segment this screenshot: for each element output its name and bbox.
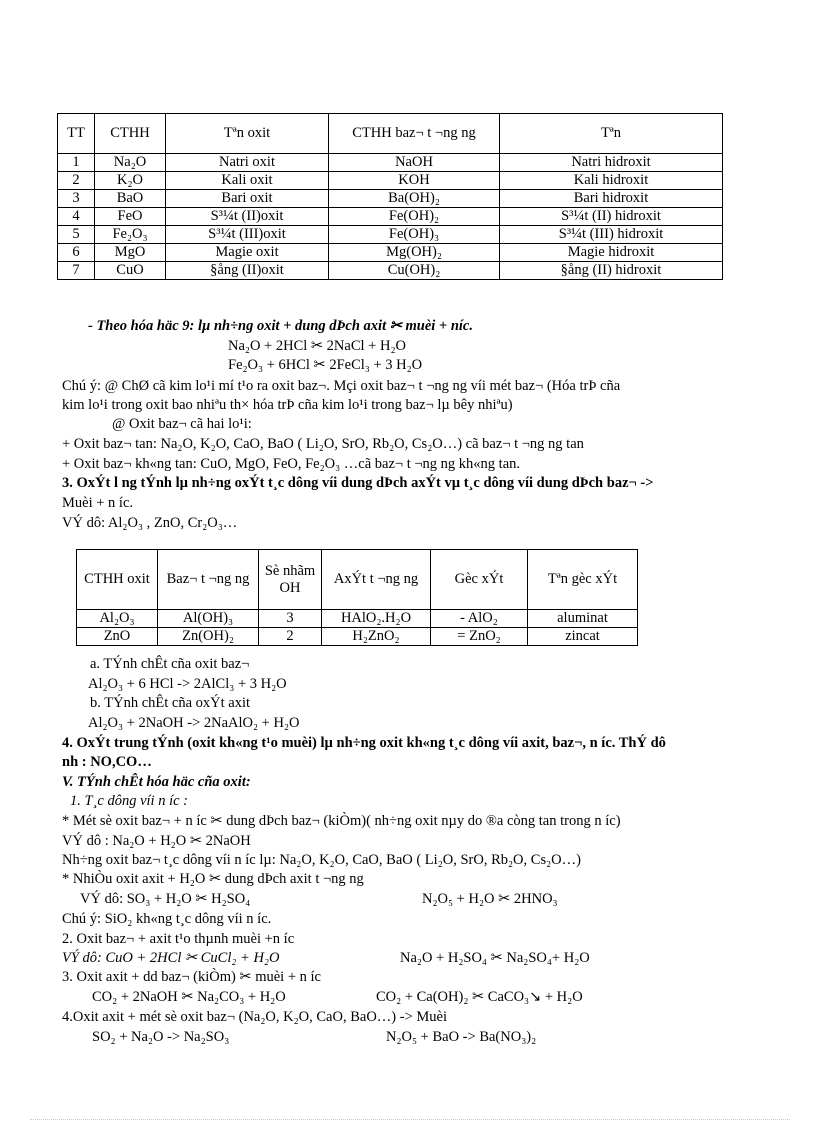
table-header-cell: Baz¬ t ¬ng ng	[158, 550, 259, 610]
note-line: @ Oxit baz¬ cã hai lo¹i:	[112, 416, 252, 432]
table-cell: FeO	[95, 208, 166, 226]
table-cell: Fe(OH)₃	[329, 226, 500, 244]
table-cell: KOH	[329, 172, 500, 190]
subheading: a. TÝnh chÊt cña oxit baz¬	[90, 656, 250, 672]
example-line: VÝ dô : Na₂O + H₂O ✂ 2NaOH	[62, 833, 251, 849]
table-cell: 7	[58, 262, 95, 280]
table-cell: Fe₂O₃	[95, 226, 166, 244]
table-cell: Ba(OH)₂	[329, 190, 500, 208]
section-intro: - Theo hóa häc 9: lµ nh÷ng oxit + dung dÞch axit ✂ muèi + níc.	[88, 318, 473, 334]
heading-line: nh : NO,CO…	[62, 754, 152, 770]
equation: Na₂O + H₂SO₄ ✂ Na₂SO₄+ H₂O	[400, 950, 590, 966]
table-cell: S³¼t (III)oxit	[166, 226, 329, 244]
text-line: * Mét sè oxit baz¬ + n íc ✂ dung dÞch baz¬ (kiÒm)( nh÷ng oxit nµy do ®a còng tan trong n íc)	[62, 813, 621, 829]
table-cell: Mg(OH)₂	[329, 244, 500, 262]
equation: CO₂ + 2NaOH ✂ Na₂CO₃ + H₂O	[92, 989, 286, 1005]
table-cell: Natri oxit	[166, 154, 329, 172]
table-cell: Natri hidroxit	[500, 154, 723, 172]
table-cell: 5	[58, 226, 95, 244]
table-header-cell: Gèc xÝt	[431, 550, 528, 610]
table-cell: MgO	[95, 244, 166, 262]
table-header-row	[77, 550, 638, 610]
table-header-cell: Sè nhãm OH	[259, 550, 322, 610]
table-cell: §ång (II)oxit	[166, 262, 329, 280]
table-cell: Fe(OH)₂	[329, 208, 500, 226]
table-cell: Cu(OH)₂	[329, 262, 500, 280]
table-cell: NaOH	[329, 154, 500, 172]
table-cell: H₂ZnO₂	[322, 628, 431, 646]
table-row	[58, 190, 723, 208]
table-header-cell: AxÝt t ¬ng ng	[322, 550, 431, 610]
table-cell: 4	[58, 208, 95, 226]
table-header-row	[58, 114, 723, 154]
table-cell: Bari hidroxit	[500, 190, 723, 208]
text-line: Muèi + n íc.	[62, 495, 133, 511]
table-cell: K₂O	[95, 172, 166, 190]
table-header-cell: Tªn gèc xÝt	[528, 550, 638, 610]
page-bottom-divider	[30, 1119, 790, 1120]
table-cell: 3	[259, 610, 322, 628]
example-line: VÝ dô: SO₃ + H₂O ✂ H₂SO₄	[80, 891, 251, 907]
table-cell: S³¼t (III) hidroxit	[500, 226, 723, 244]
table-cell: Bari oxit	[166, 190, 329, 208]
table-header-cell: TT	[58, 114, 95, 154]
note-line: Chú ý: SiO₂ kh«ng t¸c dông víi n íc.	[62, 911, 272, 927]
note-line: kim lo¹i trong oxit bao nhiªu th× hóa trÞ cña kim lo¹i trong baz¬ lµ bêy nhiªu)	[62, 397, 513, 413]
table-cell: 6	[58, 244, 95, 262]
table-header-cell: CTHH	[95, 114, 166, 154]
table-cell: Na₂O	[95, 154, 166, 172]
equation: Fe₂O₃ + 6HCl ✂ 2FeCl₃ + 3 H₂O	[228, 357, 423, 373]
table-cell: 2	[259, 628, 322, 646]
example-line: VÝ dô: CuO + 2HCl ✂ CuCl₂ + H₂O	[62, 950, 280, 966]
table-row	[58, 262, 723, 280]
subheading: 1. T¸c dông víi n íc :	[70, 793, 188, 809]
text-line: * NhiÒu oxit axit + H₂O ✂ dung dÞch axit t ¬ng ng	[62, 871, 364, 887]
text-line: + Oxit baz¬ kh«ng tan: CuO, MgO, FeO, Fe₂O₃ …cã baz¬ t ¬ng ng kh«ng tan.	[62, 456, 521, 472]
table-header-cell: Tªn	[500, 114, 723, 154]
table-cell: ZnO	[77, 628, 158, 646]
subheading: 2. Oxit baz¬ + axit t¹o thµnh muèi +n íc	[62, 931, 295, 947]
table-row	[77, 610, 638, 628]
text-line: VÝ dô: Al₂O₃ , ZnO, Cr₂O₃…	[62, 515, 238, 531]
table-cell: aluminat	[528, 610, 638, 628]
table-cell: 3	[58, 190, 95, 208]
table-row	[58, 226, 723, 244]
table-row	[58, 172, 723, 190]
table-cell: §ång (II) hidroxit	[500, 262, 723, 280]
equation: Al₂O₃ + 2NaOH -> 2NaAlO₂ + H₂O	[88, 715, 300, 731]
equation: SO₂ + Na₂O -> Na₂SO₃	[92, 1029, 230, 1045]
equation: Al₂O₃ + 6 HCl -> 2AlCl₃ + 3 H₂O	[88, 676, 287, 692]
heading-line: 4. OxÝt trung tÝnh (oxit kh«ng t¹o muèi) lµ nh÷ng oxit kh«ng t¸c dông víi axit, baz¬, n íc. ThÝ dô	[62, 735, 666, 751]
table-cell: Magie hidroxit	[500, 244, 723, 262]
table-cell: Zn(OH)₂	[158, 628, 259, 646]
amphoteric-table	[76, 549, 638, 646]
table-row	[58, 244, 723, 262]
table-cell: Kali hidroxit	[500, 172, 723, 190]
table-cell: Kali oxit	[166, 172, 329, 190]
table-row	[58, 154, 723, 172]
table-cell: 2	[58, 172, 95, 190]
equation: Na₂O + 2HCl ✂ 2NaCl + H₂O	[228, 338, 406, 354]
subheading: 3. Oxit axit + dd baz¬ (kiÒm) ✂ muèi + n íc	[62, 969, 321, 985]
table-row	[77, 628, 638, 646]
table-row	[58, 208, 723, 226]
table-cell: 1	[58, 154, 95, 172]
table-cell: CuO	[95, 262, 166, 280]
section-title: V. TÝnh chÊt hóa häc cña oxit:	[62, 774, 251, 790]
table-cell: Al(OH)₃	[158, 610, 259, 628]
text-line: + Oxit baz¬ tan: Na₂O, K₂O, CaO, BaO ( Li₂O, SrO, Rb₂O, Cs₂O…) cã baz¬ t ¬ng ng tan	[62, 436, 584, 452]
subheading: 4.Oxit axit + mét sè oxit baz¬ (Na₂O, K₂O, CaO, BaO…) -> Muèi	[62, 1009, 447, 1025]
note-line: Chú ý: @ ChØ cã kim lo¹i mí t¹o ra oxit baz¬. Mçi oxit baz¬ t ¬ng ng víi mét baz¬ (Hóa trÞ cña	[62, 378, 621, 394]
equation: CO₂ + Ca(OH)₂ ✂ CaCO₃↘ + H₂O	[376, 989, 583, 1005]
equation: N₂O₅ + H₂O ✂ 2HNO₃	[422, 891, 558, 907]
table-cell: = ZnO₂	[431, 628, 528, 646]
table-cell: Al₂O₃	[77, 610, 158, 628]
subheading: b. TÝnh chÊt cña oxÝt axit	[90, 695, 251, 711]
text-line: Nh÷ng oxit baz¬ t¸c dông víi n íc lµ: Na₂O, K₂O, CaO, BaO ( Li₂O, SrO, Rb₂O, Cs₂O…)	[62, 852, 581, 868]
table-header-cell: Tªn oxit	[166, 114, 329, 154]
table-header-cell: CTHH oxit	[77, 550, 158, 610]
heading-line: 3. OxÝt l ng tÝnh lµ nh÷ng oxÝt t¸c dông víi dung dÞch axÝt vµ t¸c dông víi dung dÞch baz¬ ->	[62, 475, 654, 491]
table-cell: Magie oxit	[166, 244, 329, 262]
table-cell: HAlO₂.H₂O	[322, 610, 431, 628]
table-cell: S³¼t (II)oxit	[166, 208, 329, 226]
table-cell: S³¼t (II) hidroxit	[500, 208, 723, 226]
table-cell: zincat	[528, 628, 638, 646]
oxide-base-table	[57, 113, 723, 280]
equation: N₂O₅ + BaO -> Ba(NO₃)₂	[386, 1029, 537, 1045]
table-header-cell: CTHH baz¬ t ¬ng ng	[329, 114, 500, 154]
table-cell: - AlO₂	[431, 610, 528, 628]
table-cell: BaO	[95, 190, 166, 208]
